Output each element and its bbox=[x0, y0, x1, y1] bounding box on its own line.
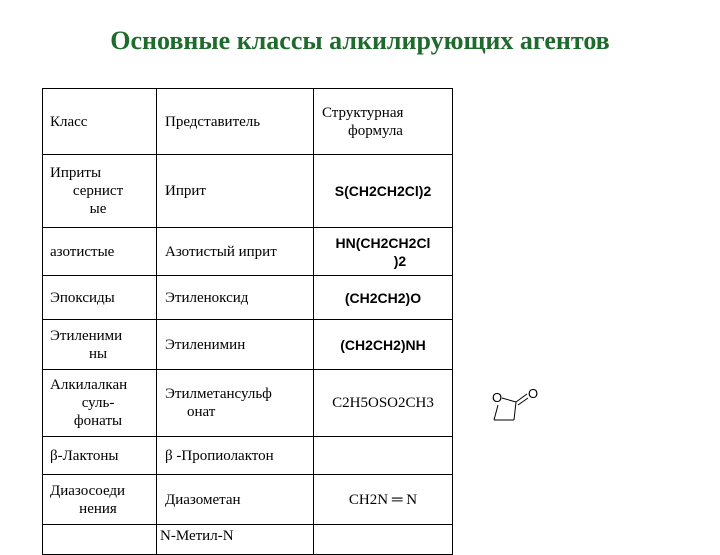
class-line: Этиленими bbox=[50, 327, 123, 344]
cell-representative: Диазометан bbox=[157, 475, 314, 525]
class-line: фонаты bbox=[73, 413, 123, 429]
cell-class bbox=[43, 155, 157, 228]
class-line: сернист bbox=[72, 183, 124, 199]
cell-formula bbox=[314, 437, 453, 475]
partial-row-text: N-Метил-N bbox=[160, 528, 234, 544]
class-line: ые bbox=[89, 201, 107, 217]
class-line: Иприты bbox=[50, 165, 102, 181]
table-row bbox=[43, 276, 453, 320]
class-line: ны bbox=[88, 345, 108, 362]
header-representative: Представитель bbox=[157, 89, 314, 155]
cell-formula: (CH2CH2)NH bbox=[314, 320, 453, 370]
table-row bbox=[43, 437, 453, 475]
cell-formula: CH2N ═ N bbox=[314, 475, 453, 525]
header-formula-line1: Структурная bbox=[322, 104, 404, 121]
slide-title: Основные классы алкилирующих агентов bbox=[110, 26, 610, 55]
cell-formula: (CH2CH2)O bbox=[314, 276, 453, 320]
carbonyl-bond bbox=[516, 394, 527, 402]
cell-formula bbox=[314, 228, 453, 276]
cell-class: азотистые bbox=[43, 228, 157, 276]
ring-bond bbox=[502, 398, 516, 402]
header-formula-line2: формула bbox=[348, 122, 403, 139]
class-line: нения bbox=[79, 500, 117, 517]
cell-class: Эпоксиды bbox=[43, 276, 157, 320]
cell-formula: C2H5OSO2CH3 bbox=[314, 370, 453, 437]
table-row bbox=[43, 370, 453, 437]
formula-line: )2 bbox=[393, 252, 407, 269]
alkylating-agents-table bbox=[42, 88, 453, 555]
cell-representative: Иприт bbox=[157, 155, 314, 228]
rep-line: Этилметансульф bbox=[165, 386, 272, 402]
propiolactone-structure-icon bbox=[484, 380, 544, 430]
table-row bbox=[43, 155, 453, 228]
table-row bbox=[43, 228, 453, 276]
class-line: Алкилалкан bbox=[50, 377, 128, 393]
cell-class bbox=[43, 320, 157, 370]
cell-formula: S(CH2CH2Cl)2 bbox=[314, 155, 453, 228]
table-row bbox=[43, 475, 453, 525]
cell-representative bbox=[157, 370, 314, 437]
ring-bond bbox=[514, 402, 516, 420]
carbonyl-oxygen-label: O bbox=[528, 386, 539, 401]
table-row bbox=[43, 320, 453, 370]
class-line: Диазосоеди bbox=[50, 482, 126, 499]
formula-line: HN(CH2CH2Cl bbox=[335, 234, 431, 251]
ring-bond bbox=[494, 405, 498, 420]
header-class: Класс bbox=[43, 89, 157, 155]
cell-class bbox=[43, 370, 157, 437]
cell-representative: β -Пропиолактон bbox=[157, 437, 314, 475]
rep-line: онат bbox=[187, 404, 216, 420]
cell-representative: Азотистый иприт bbox=[157, 228, 314, 276]
ring-oxygen-label: O bbox=[492, 390, 503, 405]
cell-representative: Этиленоксид bbox=[157, 276, 314, 320]
class-line: суль- bbox=[81, 395, 115, 411]
cell-class: β-Лактоны bbox=[43, 437, 157, 475]
header-row bbox=[43, 89, 453, 155]
cell-class bbox=[43, 475, 157, 525]
cell-representative: Этиленимин bbox=[157, 320, 314, 370]
header-formula bbox=[314, 89, 453, 155]
